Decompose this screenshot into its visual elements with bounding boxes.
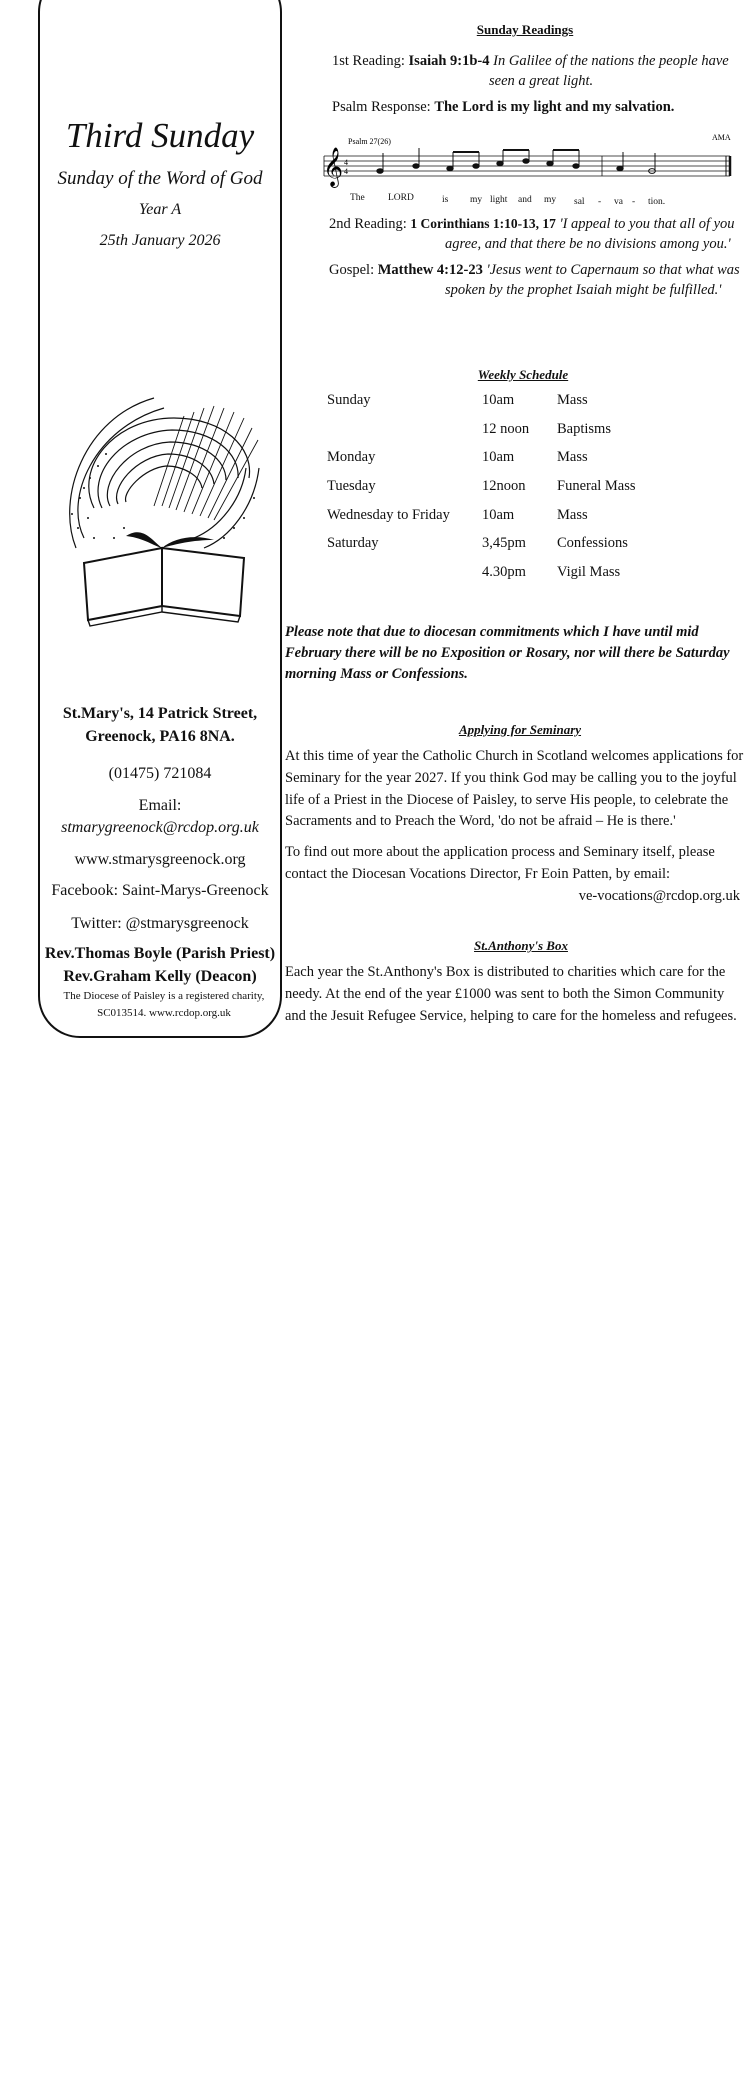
anthony-paragraph [285,962,750,1027]
schedule-time: 10am [482,392,515,408]
schedule-time: 12 noon [482,420,530,437]
table-row [327,478,727,507]
readings-heading: Sunday Readings [476,22,574,37]
diocesan-notice [285,622,750,685]
seminary-line-3: life of a Priest in the Diocese of Paisley, to serve His people, to celebrate the [285,791,729,808]
anthony-line-2: needy. At the end of the year £1000 was sent to both the Simon Community [285,985,725,1002]
schedule-heading: Weekly Schedule [477,367,569,382]
first-reading-ref: Isaiah 9:1b-4 [408,53,490,69]
lyric-1: The [350,193,365,203]
lyric-3: is [442,195,449,205]
schedule-time: 10am [482,449,515,466]
table-row [327,449,727,478]
seminary-contact-line-2: contact the Diocesan Vocations Director, Fr Eoin Patten, by email: [285,865,671,882]
schedule-event: Vigil Mass [557,564,621,581]
schedule-day [327,564,482,593]
notice-line-1: Please note that due to diocesan commitments which I have until mid [285,624,699,640]
table-row [327,392,727,421]
schedule-time: 12noon [482,478,526,495]
parish-priest: Rev.Thomas Boyle (Parish Priest) [44,945,276,962]
first-reading-label: 1st Reading: [332,53,405,69]
facebook-link[interactable]: Facebook: Saint-Marys-Greenock [51,882,269,899]
twitter-link[interactable]: Twitter: @stmarysgreenock [71,915,249,932]
composer-label: AMA [712,133,731,142]
schedule-event: Mass [557,392,588,408]
schedule-event: Mass [557,506,588,523]
second-reading-text-2: agree, and that there be no divisions among you.' [445,236,731,252]
gospel-ref: Matthew 4:12-23 [377,262,483,278]
second-reading-label: 2nd Reading: [329,216,407,232]
anthony-line-3: and the Jesuit Refugee Service, helping to care for the homeless and refugees. [285,1007,737,1024]
website-link[interactable]: www.stmarysgreenock.org [74,851,246,868]
table-row [327,421,727,450]
seminary-line-4: Sacraments and to Preach the Word, 'do not be afraid – He is there.' [285,813,676,830]
lyric-8: sal [574,197,585,207]
address-line-1: St.Mary's, 14 Patrick Street, [62,705,258,722]
anthony-heading: St.Anthony's Box [474,938,568,953]
second-reading [329,215,735,235]
schedule-event: Funeral Mass [557,478,636,495]
schedule-day: Sunday [327,392,371,408]
table-row [327,535,727,564]
gospel-text: 'Jesus went to Capernaum so that what was [486,262,740,278]
treble-clef-icon: 𝄞 [323,147,344,187]
page-title: Third Sunday [65,116,255,155]
first-reading-text-2: seen a great light. [489,73,594,89]
email-link[interactable]: stmarygreenock@rcdop.org.uk [61,819,259,836]
parish-address [40,702,280,748]
lyric-9: - [598,197,602,207]
table-row [327,564,727,593]
lyric-10: va [614,197,623,207]
schedule-time: 4.30pm [482,564,526,581]
seminary-paragraph-2 [285,842,750,907]
second-reading-text: 'I appeal to you that all of you [559,216,735,232]
lyric-5: light [490,195,508,205]
second-reading-ref: 1 Corinthians 1:10-13, 17 [410,216,556,231]
schedule-event: Confessions [557,535,628,552]
first-reading-text: In Galilee of the nations the people have [493,53,729,69]
charity-notice [40,988,288,1021]
gospel-reading [329,261,740,281]
schedule-day: Saturday [327,535,379,552]
vocations-email-link[interactable]: ve-vocations@rcdop.org.uk [578,887,740,904]
schedule-event: Mass [557,449,588,466]
gospel-text-2: spoken by the prophet Isaiah might be fulfilled.' [445,282,722,298]
weekly-schedule-table [327,392,727,593]
psalm-response [332,98,674,118]
lyric-2: LORD [388,193,414,203]
seminary-heading: Applying for Seminary [458,722,582,737]
charity-line-2: SC013514. www.rcdop.org.uk [97,1006,231,1019]
psalm-ref-label: Psalm 27(26) [348,137,391,146]
psalm-text: The Lord is my light and my salvation. [434,99,675,115]
schedule-time: 3,45pm [482,535,526,552]
lyric-12: tion. [648,197,666,207]
parish-phone: (01475) 721084 [108,765,212,782]
schedule-time: 10am [482,506,515,523]
lyric-7: my [544,195,557,205]
schedule-day: Tuesday [327,478,376,495]
address-line-2: Greenock, PA16 8NA. [85,728,235,746]
svg-text:4: 4 [344,158,348,167]
table-row [327,507,727,536]
seminary-line-1: At this time of year the Catholic Church in Scotland welcomes applications for [285,748,744,764]
schedule-event: Baptisms [557,420,611,437]
psalm-music-staff [318,132,736,214]
notice-line-2: February there will be no Exposition or Rosary, nor will there be Saturday [285,644,730,661]
anthony-line-1: Each year the St.Anthony's Box is distributed to charities which care for the [285,964,726,980]
seminary-line-2: Seminary for the year 2027. If you think God may be calling you to the joyful [285,769,737,786]
page-subtitle: Sunday of the Word of God [57,168,263,189]
notice-line-3: morning Mass or Confessions. [285,665,468,682]
schedule-day: Monday [327,449,376,466]
schedule-day [327,421,482,450]
bible-with-dove-icon [54,388,272,628]
email-label: Email: [138,797,182,814]
lyric-6: and [518,195,532,205]
bulletin-date: 25th January 2026 [99,232,221,249]
psalm-label: Psalm Response: [332,99,431,115]
lyric-11: - [632,197,636,207]
charity-line-1: The Diocese of Paisley is a registered charity, [63,990,265,1002]
svg-text:4: 4 [344,167,348,176]
schedule-day: Wednesday to Friday [327,506,450,523]
gospel-label: Gospel: [329,262,375,278]
seminary-paragraph-1 [285,746,750,833]
parish-info-panel [38,0,282,1038]
liturgical-year: Year A [138,201,182,218]
clergy-list [40,942,280,988]
seminary-contact-line-1: To find out more about the application process and Seminary itself, please [285,844,715,860]
deacon: Rev.Graham Kelly (Deacon) [63,968,257,986]
lyric-4: my [470,195,483,205]
first-reading [332,52,729,72]
